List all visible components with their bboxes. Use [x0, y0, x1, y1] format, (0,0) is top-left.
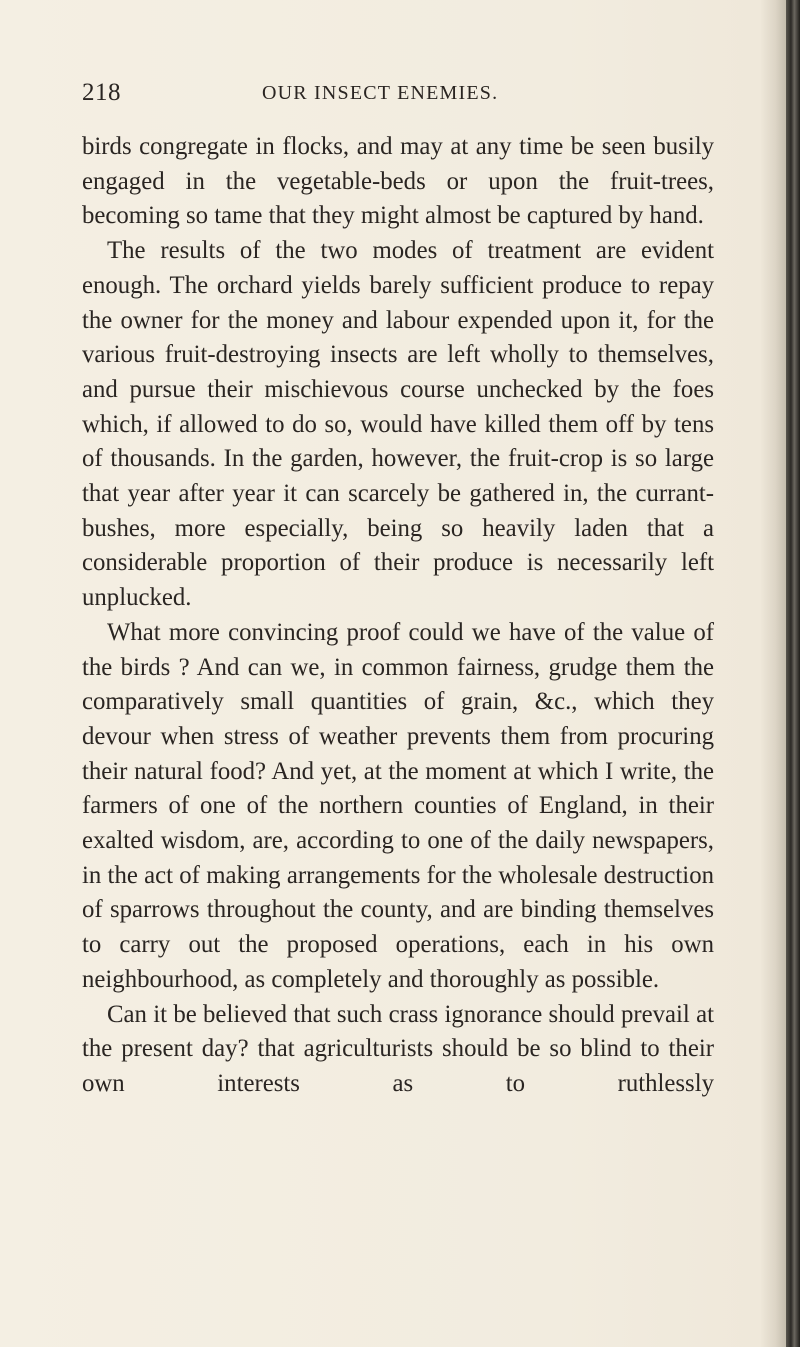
running-title: OUR INSECT ENEMIES. — [262, 82, 499, 104]
binding-shadow — [760, 0, 786, 1347]
paragraph: What more convincing proof could we have of the value of the birds ? And can we, in common fairness, grudge them the comparatively small quantities of grain, &c., which they devour when stress of weather prevents them from procuring their natural food? And yet, at the moment at which I write, the farmers of one of the northern counties of England, in their exalted wisdom, are, according to one of the daily newspapers, in the act of making arrangements for the wholesale destruction of sparrows throughout the county, and are binding themselves to carry out the proposed operations, each in his own neighbourhood, as completely and thoroughly as possible. — [82, 618, 714, 993]
paragraph: Can it be believed that such crass ignorance should prevail at the present day? that agriculturists should be so blind to their own interests as to ruthlessly — [82, 1000, 714, 1097]
page-number: 218 — [82, 79, 121, 106]
running-head — [82, 78, 722, 108]
paragraph: The results of the two modes of treatment are evident enough. The orchard yields barely sufficient produce to repay the owner for the money and labour expended upon it, for the various fruit-destroying insects are left wholly to themselves, and pursue their mischievous course unchecked by the foes which, if allowed to do so, would have killed them off by tens of thousands. In the garden, however, the fruit-crop is so large that year after year it can scarcely be gathered in, the currant-bushes, more especially, being so heavily laden that a considerable proportion of their produce is necessarily left unplucked. — [82, 237, 714, 612]
book-binding-edge — [786, 0, 800, 1347]
paragraph-continued: birds congregate in flocks, and may at any time be seen busily engaged in the vegetable-beds or upon the fruit-trees, becoming so tame that they might almost be captured by hand. — [82, 133, 714, 230]
body-text — [82, 130, 714, 1102]
